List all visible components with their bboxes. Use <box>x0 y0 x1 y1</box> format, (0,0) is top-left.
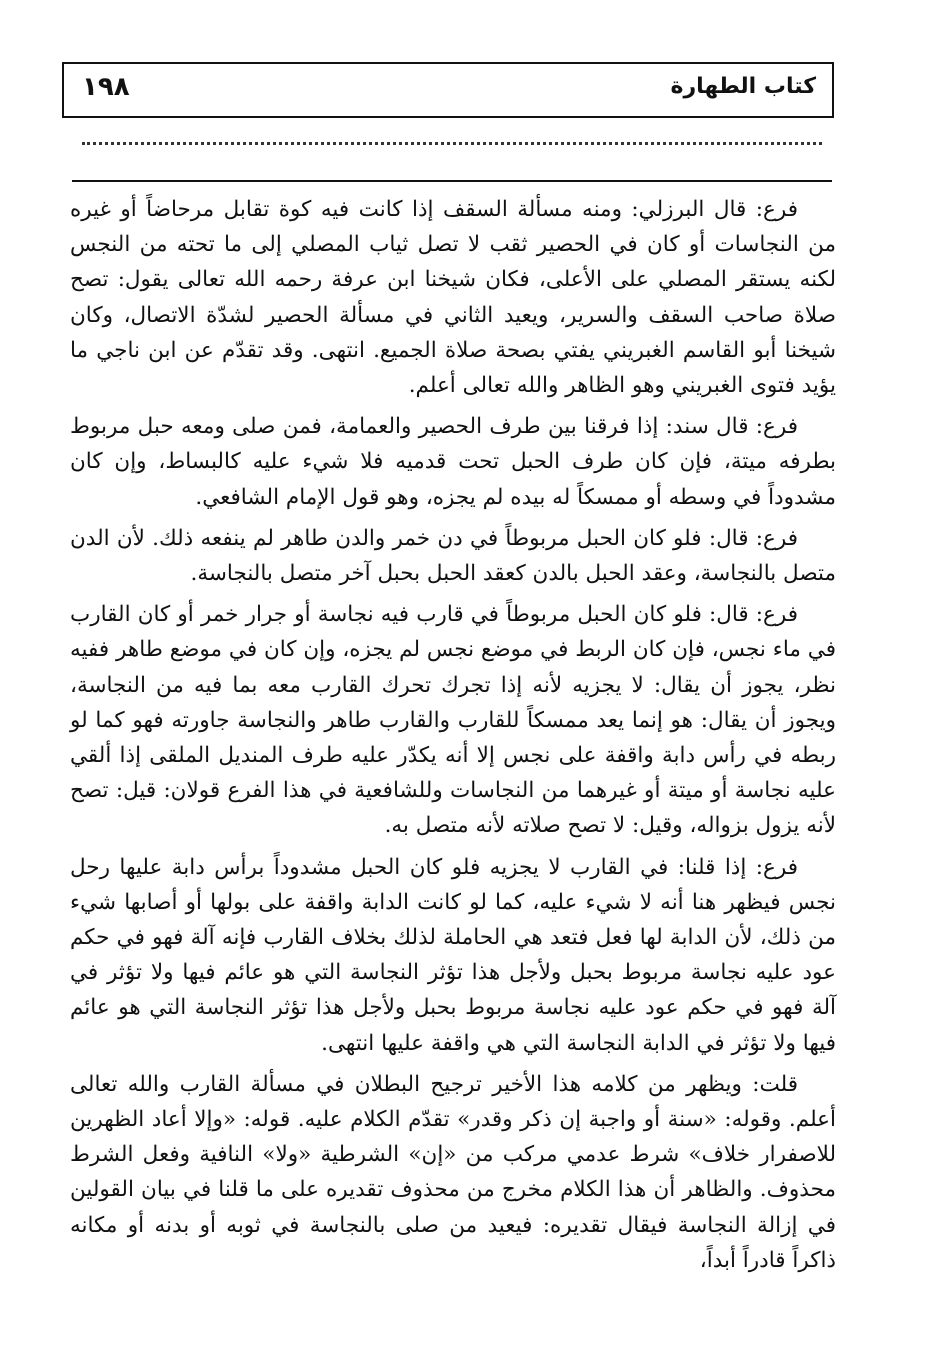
dotted-divider <box>82 142 822 145</box>
paragraph: فرع: إذا قلنا: في القارب لا يجزيه فلو كان الحبل مشدوداً برأس دابة عليها رحل نجس فيظهر هنا أنه لا شيء عليه، كما لو كانت الدابة واقفة على بولها أو أصابها شيء من ذلك، لأن الدابة لها فعل فتعد هي الحاملة لذلك بخلاف القارب فإنه آلة فهو في حكم عود عليه نجاسة مربوط بحبل ولأجل هذا تؤثر النجاسة التي هو عائم فيها ولا تؤثر في آلة فهو في حكم عود عليه نجاسة مربوط بحبل ولأجل هذا تؤثر النجاسة التي هو عائم فيها ولا تؤثر في الدابة النجاسة التي هي واقفة عليها انتهى. <box>70 854 836 1056</box>
paragraph: فرع: قال سند: إذا فرقنا بين طرف الحصير والعمامة، فمن صلى ومعه حبل مربوط بطرفه ميتة، فإن كان طرف الحبل تحت قدميه فلا شيء عليه كالبساط، وإن كان مشدوداً في وسطه أو ممسكاً له بيده لم يجزه، وهو قول الإمام الشافعي. <box>70 414 836 510</box>
paragraph: فرع: قال: فلو كان الحبل مربوطاً في دن خمر والدن طاهر لم ينفعه ذلك. لأن الدن متصل بالنجاسة، وعقد الحبل بالدن كعقد الحبل بحبل آخر متصل بالنجاسة. <box>70 525 836 587</box>
paragraph: قلت: ويظهر من كلامه هذا الأخير ترجيح البطلان في مسألة القارب والله تعالى أعلم. وقوله: «سنة أو واجبة إن ذكر وقدر» تقدّم الكلام عليه. قوله: «وإلا أعاد الظهرين للاصفرار خلاف» شرط عدمي مركب من «إن» الشرطية «ولا» النافية وفعل الشرط محذوف. والظاهر أن هذا الكلام مخرج من محذوف تقديره على ما قلنا في بيان القولين في إزالة النجاسة فيقال تقديره: فيعيد من صلى بالنجاسة في ثوبه أو بدنه أو مكانه ذاكراً قادراً أبداً، <box>70 1071 836 1273</box>
page-body <box>70 192 836 1342</box>
paragraph: فرع: قال البرزلي: ومنه مسألة السقف إذا كانت فيه كوة تقابل مرحاضاً أو غيره من النجاسات أو كان في الحصير ثقب لا تصل ثياب المصلي إلى ما تحته من النجس لكنه يستقر المصلي على الأعلى، فكان شيخنا ابن عرفة رحمه الله تعالى يقول: تصح صلاة صاحب السقف والسرير، ويعيد الثاني في مسألة الحصير لشدّة الاتصال، وكان شيخنا أبو القاسم الغبريني يفتي بصحة صلاة الجميع. انتهى. وقد تقدّم عن ابن ناجي ما يؤيد فتوى الغبريني وهو الظاهر والله تعالى أعلم. <box>70 197 836 399</box>
book-title: كتاب الطهارة <box>670 74 816 99</box>
page-number: ١٩٨ <box>82 72 130 102</box>
page-header <box>62 62 834 118</box>
header-rule <box>72 180 832 182</box>
paragraph: فرع: قال: فلو كان الحبل مربوطاً في قارب فيه نجاسة أو جرار خمر أو كان القارب في ماء نجس، فإن كان الربط في موضع نجس لم يجزه، وإن كان في موضع طاهر ففيه نظر، يجوز أن يقال: لا يجزيه لأنه إذا تجرك تحرك القارب معه بما فيه من النجاسة، ويجوز أن يقال: هو إنما يعد ممسكاً للقارب والقارب طاهر والنجاسة جاورته فهو كما لو ربطه في رأس دابة واقفة على نجس إلا أنه يكدّر عليه طرف المنديل الملقى إذا ألقي عليه نجاسة أو ميتة أو غيرهما من النجاسات وللشافعية في هذا الفرع قولان: قيل: تصح لأنه يزول بزواله، وقيل: لا تصح صلاته لأنه متصل به. <box>70 602 836 839</box>
